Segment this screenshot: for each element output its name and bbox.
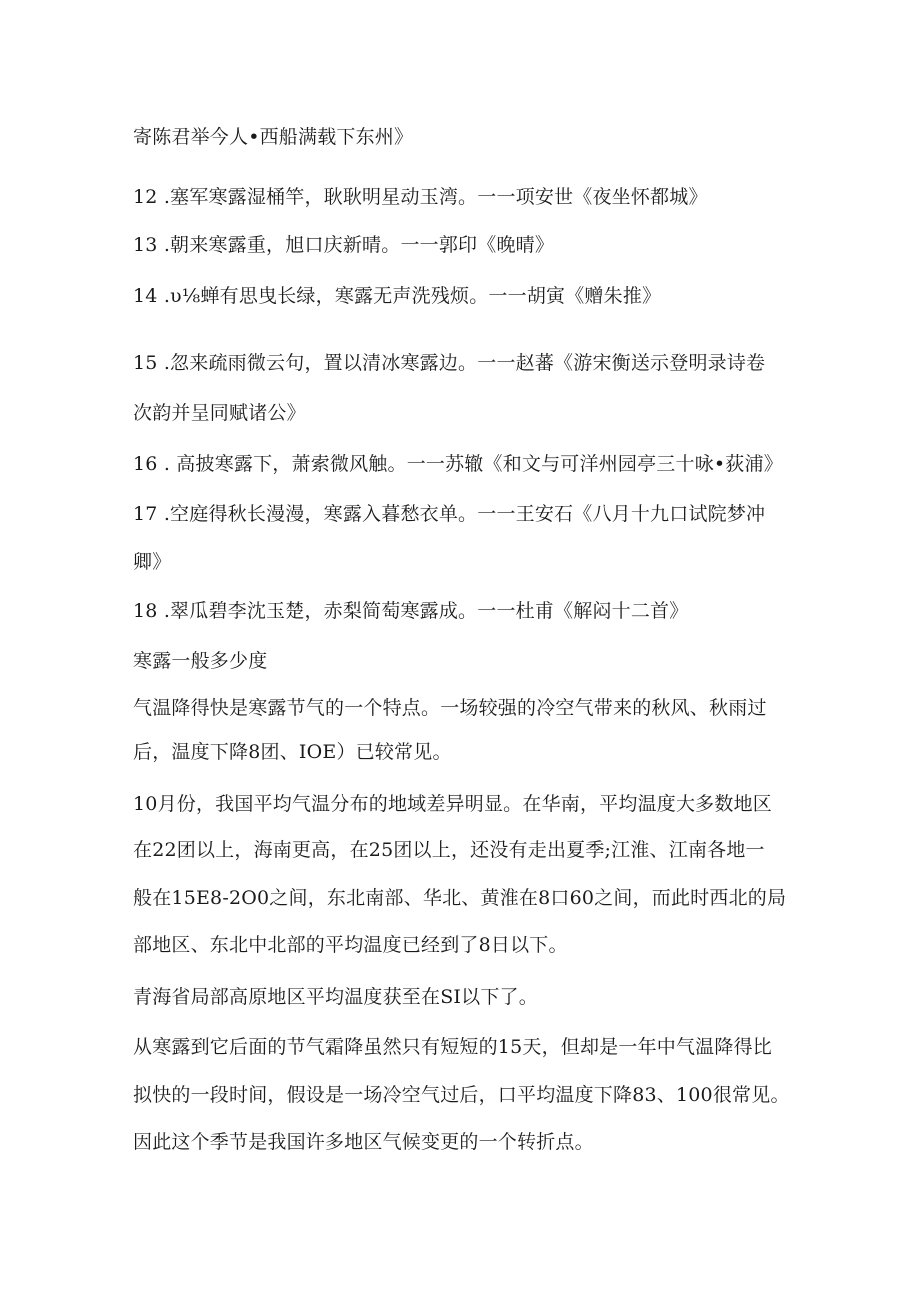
paragraph-line: 10月份，我国平均气温分布的地域差异明显。在华南，平均温度大多数地区 bbox=[133, 793, 772, 815]
paragraph-line: 后，温度下降8团、IOE）已较常见。 bbox=[133, 741, 452, 763]
poem-line-17-cont: 卿》 bbox=[133, 551, 172, 573]
text-line: 寄陈君举今人•西船满载下东州》 bbox=[133, 126, 414, 148]
paragraph-line: 从寒露到它后面的节气霜降虽然只有短短的15天，但却是一年中气温降得比 bbox=[133, 1036, 772, 1058]
poem-line-15-cont: 次韵并呈同赋诸公》 bbox=[133, 402, 306, 424]
paragraph-line: 气温降得快是寒露节气的一个特点。一场较强的冷空气带来的秋风、秋雨过 bbox=[133, 697, 767, 719]
section-heading: 寒露一般多少度 bbox=[133, 650, 268, 672]
poem-line-12: 12 .塞军寒露湿桶竿，耿耿明星动玉湾。一一项安世《夜坐怀都城》 bbox=[133, 186, 708, 208]
paragraph-line: 在22团以上，海南更高，在25团以上，还没有走出夏季;江淮、江南各地一 bbox=[133, 839, 765, 861]
poem-line-17: 17 .空庭得秋长漫漫，寒露入暮愁衣单。一一王安石《八月十九口试院梦冲 bbox=[133, 503, 766, 525]
poem-line-15: 15 .忽来疏雨微云句，置以清冰寒露边。一一赵蕃《游宋衡送示登明录诗卷 bbox=[133, 352, 766, 374]
poem-line-16: 16 . 高披寒露下，萧索微风触。一一苏辙《和文与可洋州园亭三十咏•荻浦》 bbox=[133, 453, 783, 475]
paragraph-line: 般在15E8-2O0之间，东北南部、华北、黄淮在8口60之间，而此时西北的局 bbox=[133, 887, 787, 909]
poem-line-13: 13 .朝来寒露重，旭口庆新晴。一一郭印《晚晴》 bbox=[133, 234, 555, 256]
paragraph-line: 因此这个季节是我国许多地区气候变更的一个转折点。 bbox=[133, 1131, 594, 1153]
paragraph-line: 拟快的一段时间，假设是一场冷空气过后，口平均温度下降83、100很常见。 bbox=[133, 1084, 790, 1106]
paragraph-line: 青海省局部高原地区平均温度获至在SI以下了。 bbox=[133, 986, 538, 1008]
poem-line-14: 14 .υ⅛蝉有思曳长绿，寒露无声洗残烦。一一胡寅《赠朱推》 bbox=[133, 285, 662, 307]
poem-line-18: 18 .翠瓜碧李沈玉楚，赤梨简萄寒露成。一一杜甫《解闷十二首》 bbox=[133, 600, 689, 622]
paragraph-line: 部地区、东北中北部的平均温度已经到了8日以下。 bbox=[133, 934, 568, 956]
